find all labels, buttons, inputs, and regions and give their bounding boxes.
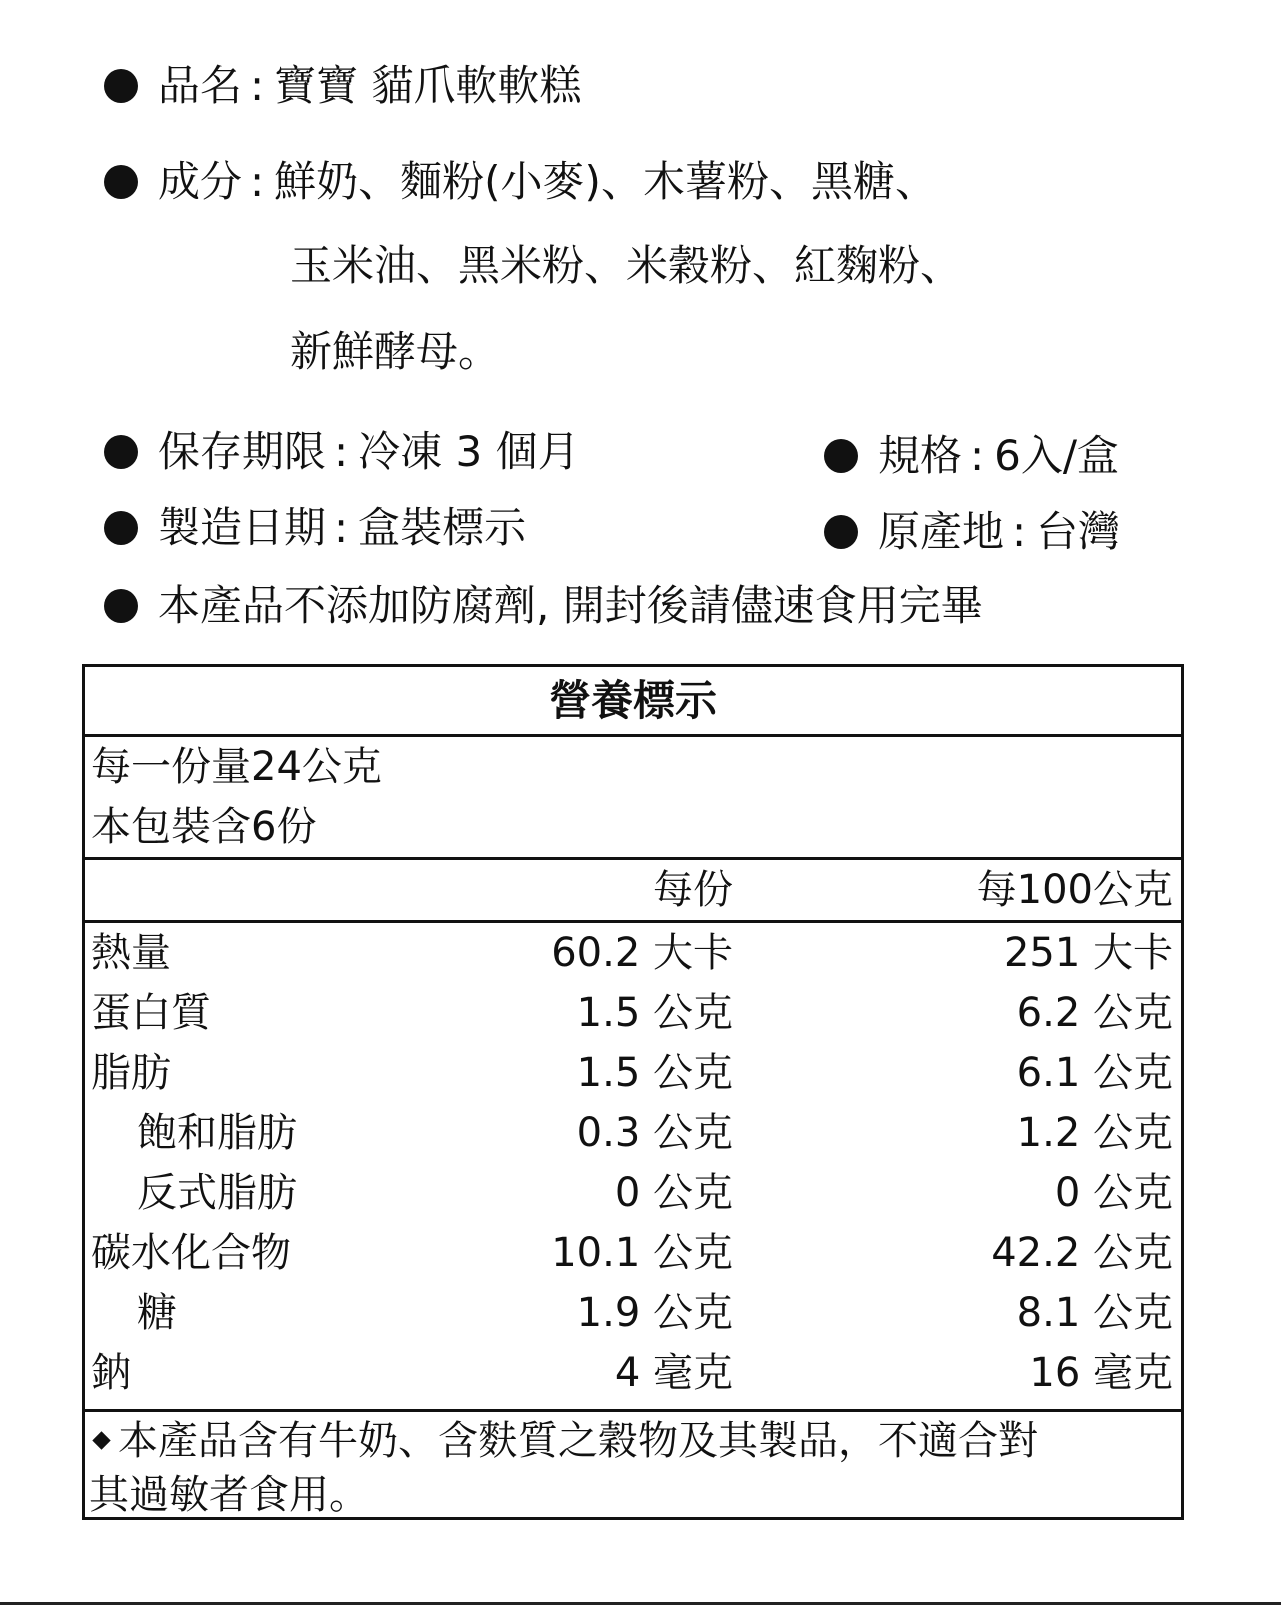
bullet-icon [104, 435, 138, 469]
nutrient-name: 飽和脂肪 [137, 1110, 297, 1156]
ingredients-text-3: 新鮮酵母。 [290, 327, 501, 376]
shelf-life-line [104, 426, 580, 478]
table-row [85, 1343, 1181, 1403]
col-per-100g: 每100公克 [976, 867, 1173, 913]
allergen-text-2: 其過敏者食用。 [89, 1472, 369, 1518]
nutrition-column-headers [85, 860, 1181, 923]
table-row [85, 1223, 1181, 1283]
preservative-notice-line [104, 580, 983, 632]
nutrition-title: 營養標示 [85, 667, 1181, 737]
nutrient-per-100g: 251 大卡 [1003, 930, 1173, 976]
nutrition-table [82, 664, 1184, 1520]
spec-line [824, 430, 1119, 482]
colon: : [970, 431, 985, 480]
servings-per-pack: 本包裝含6份 [91, 804, 317, 850]
nutrient-name: 蛋白質 [91, 990, 211, 1036]
bullet-icon [104, 69, 138, 103]
ingredients-label: 成分 [158, 157, 243, 206]
serving-info [85, 737, 1181, 860]
nutrient-per-serving: 0 公克 [614, 1170, 733, 1216]
table-row [85, 1163, 1181, 1223]
nutrient-per-serving: 0.3 公克 [576, 1110, 733, 1156]
mfg-date-value: 盒裝標示 [358, 503, 527, 552]
nutrient-per-100g: 42.2 公克 [991, 1230, 1173, 1276]
nutrient-per-serving: 4 毫克 [614, 1350, 733, 1396]
nutrient-per-100g: 0 公克 [1054, 1170, 1173, 1216]
nutrient-per-serving: 1.5 公克 [576, 1050, 733, 1096]
colon: : [250, 61, 265, 110]
ingredients-line [104, 156, 937, 208]
allergen-note [85, 1412, 1181, 1522]
colon: : [1012, 507, 1027, 556]
mfg-date-label: 製造日期 [158, 503, 327, 552]
col-per-serving: 每份 [653, 867, 733, 913]
ingredients-text-2: 玉米油、黑米粉、米穀粉、紅麴粉、 [290, 241, 963, 290]
serving-size: 每一份量24公克 [91, 744, 382, 790]
spec-label: 規格 [878, 431, 963, 480]
spec-value: 6入/盒 [994, 431, 1120, 480]
nutrient-per-100g: 16 毫克 [1029, 1350, 1173, 1396]
bullet-icon [824, 515, 858, 549]
shelf-life-label: 保存期限 [158, 427, 327, 476]
origin-value: 台灣 [1036, 507, 1121, 556]
colon: : [334, 503, 349, 552]
nutrient-per-serving: 1.9 公克 [576, 1290, 733, 1336]
nutrient-name: 熱量 [91, 930, 171, 976]
table-row [85, 923, 1181, 983]
table-row [85, 983, 1181, 1043]
product-name-line [104, 60, 582, 112]
colon: : [334, 427, 349, 476]
nutrient-name: 鈉 [91, 1350, 131, 1396]
product-name-label: 品名 [158, 61, 243, 110]
table-row [85, 1103, 1181, 1163]
nutrient-per-100g: 6.1 公克 [1016, 1050, 1173, 1096]
nutrient-per-serving: 1.5 公克 [576, 990, 733, 1036]
bullet-icon [104, 165, 138, 199]
nutrient-name: 反式脂肪 [137, 1170, 297, 1216]
table-row [85, 1043, 1181, 1103]
nutrient-name: 脂肪 [91, 1050, 171, 1096]
product-name-value: 寶寶 貓爪軟軟糕 [274, 61, 582, 110]
allergen-line-1 [89, 1414, 1181, 1468]
nutrient-per-100g: 1.2 公克 [1016, 1110, 1173, 1156]
bullet-icon [104, 511, 138, 545]
origin-label: 原產地 [878, 507, 1005, 556]
allergen-text-1: 本產品含有牛奶、含麩質之穀物及其製品，不適合對 [118, 1418, 1038, 1464]
bullet-icon [824, 439, 858, 473]
nutrient-name: 碳水化合物 [91, 1230, 291, 1276]
colon: : [250, 157, 265, 206]
nutrient-per-serving: 10.1 公克 [551, 1230, 733, 1276]
ingredients-text-1: 鮮奶、麵粉(小麥)、木薯粉、黑糖、 [274, 157, 937, 206]
bullet-icon [104, 589, 138, 623]
diamond-bullet-icon [92, 1431, 110, 1449]
nutrient-name: 糖 [137, 1290, 177, 1336]
nutrient-per-100g: 6.2 公克 [1016, 990, 1173, 1036]
nutrition-rows [85, 923, 1181, 1412]
mfg-date-line [104, 502, 526, 554]
nutrient-per-100g: 8.1 公克 [1016, 1290, 1173, 1336]
preservative-notice: 本產品不添加防腐劑, 開封後請儘速食用完畢 [158, 581, 983, 630]
origin-line [824, 506, 1120, 558]
table-row [85, 1283, 1181, 1343]
shelf-life-value: 冷凍 3 個月 [358, 427, 580, 476]
nutrient-per-serving: 60.2 大卡 [551, 930, 733, 976]
